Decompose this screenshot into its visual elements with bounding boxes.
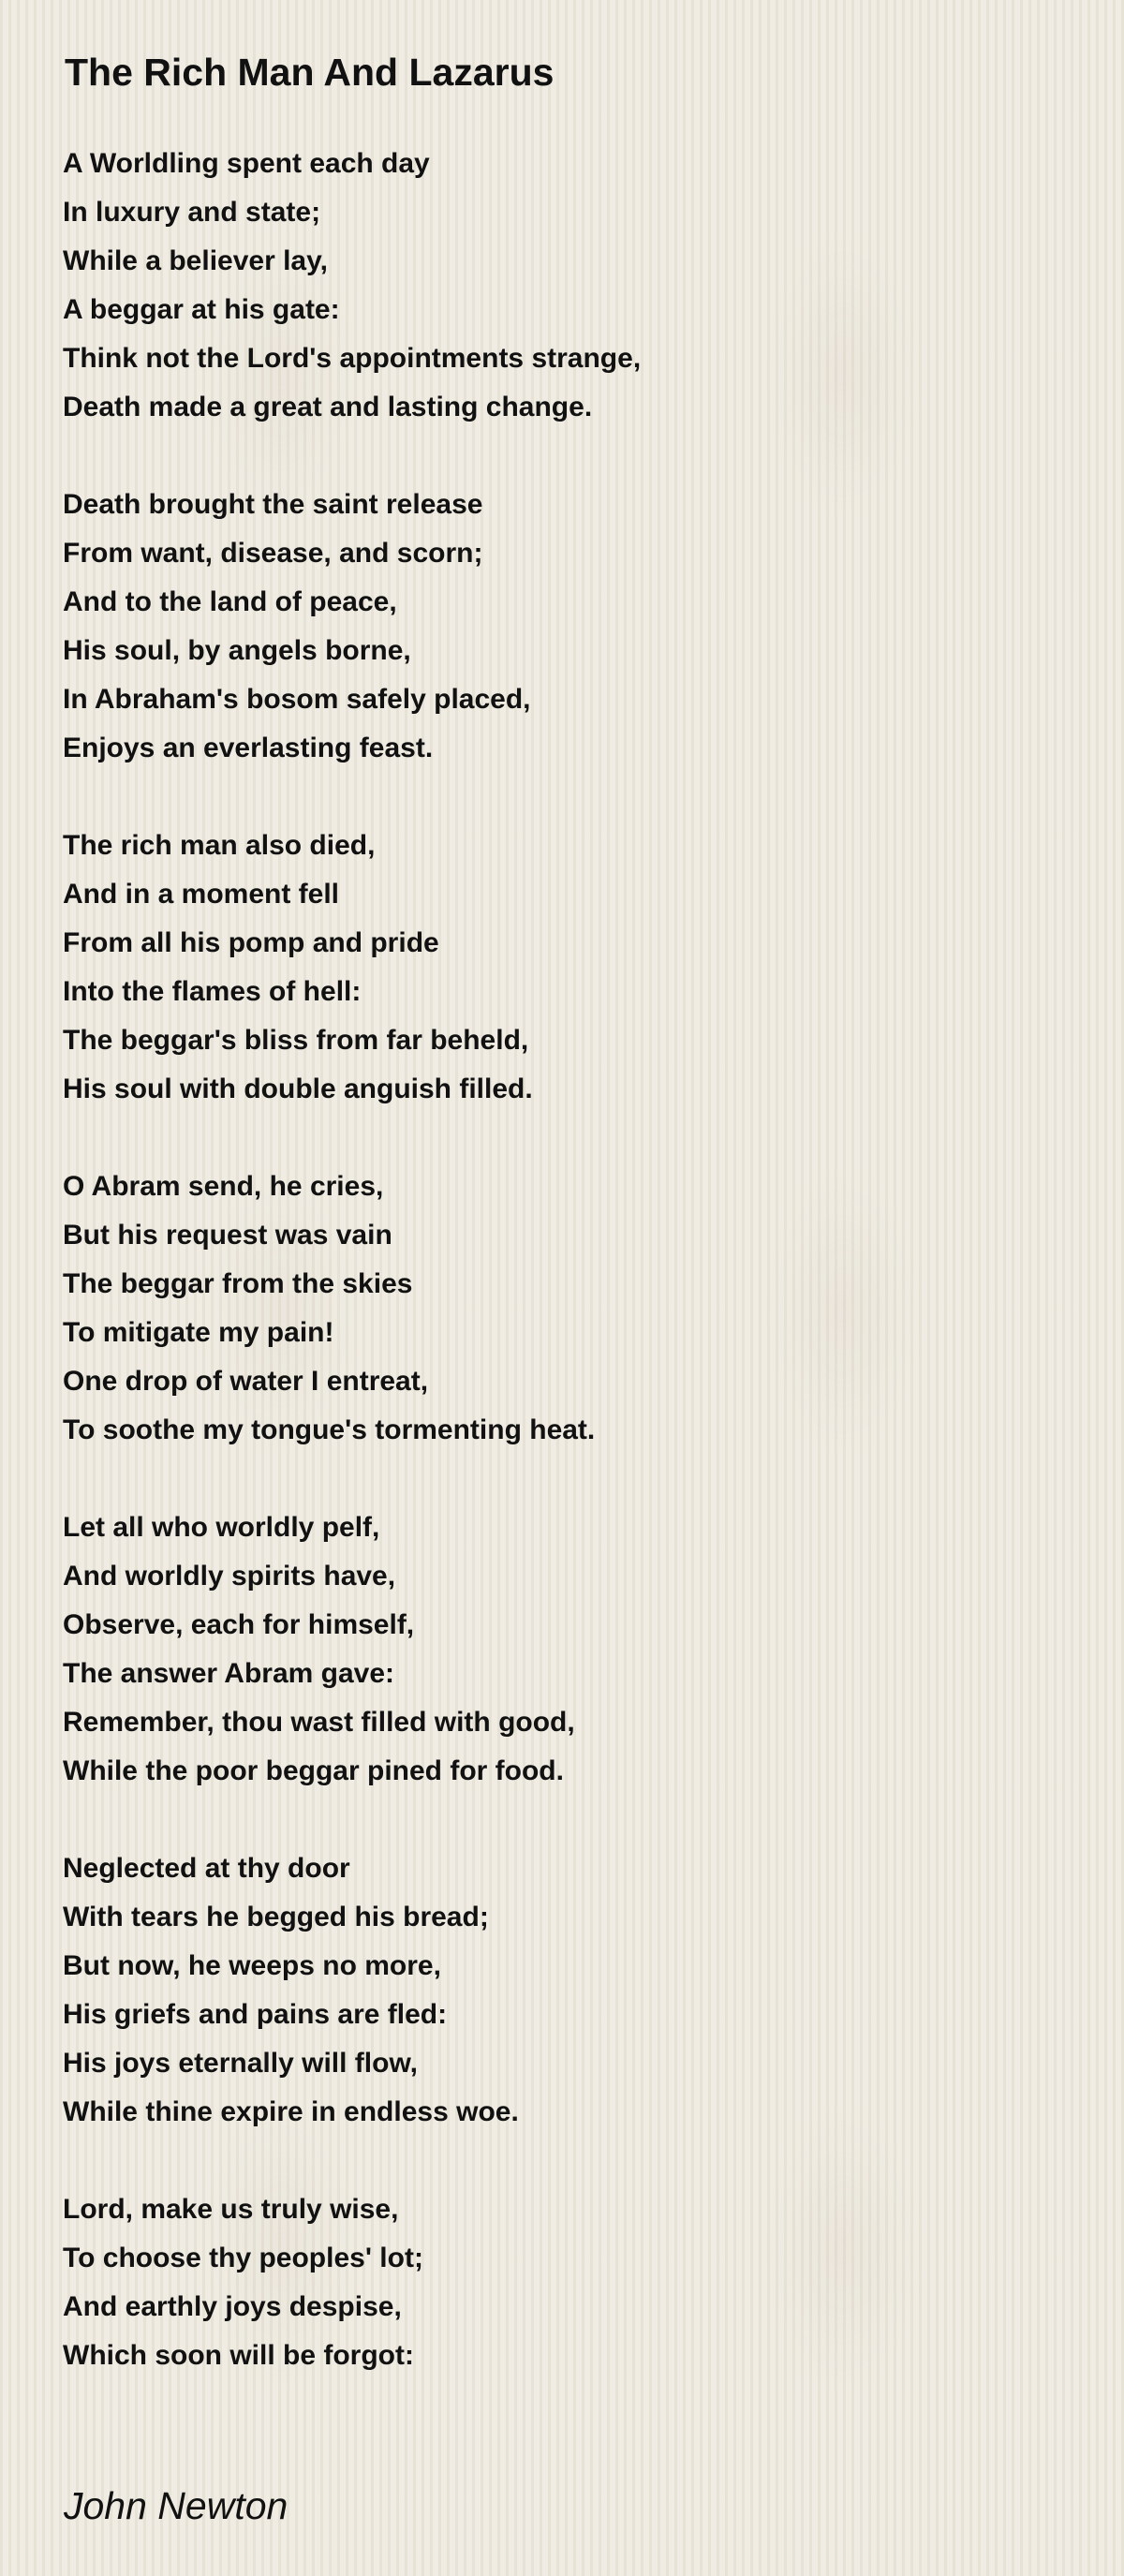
poem-line: Death brought the saint release [63,489,483,520]
poem-line: A Worldling spent each day [63,148,430,179]
poem-line: O Abram send, he cries, [63,1171,384,1202]
poem-line: While a believer lay, [63,245,328,276]
poem-line: With tears he begged his bread; [63,1902,489,1932]
poem-line: The answer Abram gave: [63,1658,395,1689]
poem-line: Death made a great and lasting change. [63,392,593,422]
poem-line: Which soon will be forgot: [63,2340,414,2371]
poem-line: The rich man also died, [63,830,376,861]
poem-line: And earthly joys despise, [63,2291,402,2322]
poem-line: Observe, each for himself, [63,1609,415,1640]
poem-line: And in a moment fell [63,879,340,910]
poem-line: A beggar at his gate: [63,294,340,325]
stanza [63,481,641,773]
stanza [63,1503,641,1796]
poem-line: Lord, make us truly wise, [63,2194,399,2225]
poem-line: To choose thy peoples' lot; [63,2243,423,2273]
poem-line: Into the flames of hell: [63,976,362,1007]
poem-line: In Abraham's bosom safely placed, [63,684,531,715]
poem-title: The Rich Man And Lazarus [65,51,555,94]
poem-line: From all his pomp and pride [63,927,439,958]
poem-line: To mitigate my pain! [63,1317,334,1348]
poem-line: To soothe my tongue's tormenting heat. [63,1414,596,1445]
poem-line: His joys eternally will flow, [63,2048,418,2079]
poem-line: And to the land of peace, [63,586,397,617]
poem-line: But now, he weeps no more, [63,1950,441,1981]
poem-line: While the poor beggar pined for food. [63,1755,564,1786]
poem-line: Neglected at thy door [63,1853,350,1884]
poem-line: But his request was vain [63,1220,392,1251]
poem-line: Think not the Lord's appointments strange, [63,343,642,374]
poem-line: Enjoys an everlasting feast. [63,733,434,763]
poem-line: His griefs and pains are fled: [63,1999,448,2030]
poem-line: The beggar's bliss from far beheld, [63,1025,529,1056]
stanza [63,2185,641,2380]
poem-line: Remember, thou wast filled with good, [63,1707,575,1738]
stanza [63,822,641,1114]
poem-line: One drop of water I entreat, [63,1366,429,1397]
stanza [63,1844,641,2137]
poem-line: His soul, by angels borne, [63,635,411,666]
poem-line: His soul with double anguish filled. [63,1073,533,1104]
poem-author: John Newton [64,2484,288,2527]
stanza [63,1162,641,1455]
poem-line: The beggar from the skies [63,1268,413,1299]
poem-body [63,140,641,2429]
poem-line: Let all who worldly pelf, [63,1512,380,1543]
poem-line: And worldly spirits have, [63,1561,396,1591]
poem-line: In luxury and state; [63,197,321,228]
stanza [63,140,641,432]
poem-line: From want, disease, and scorn; [63,538,483,569]
poem-line: While thine expire in endless woe. [63,2096,519,2127]
